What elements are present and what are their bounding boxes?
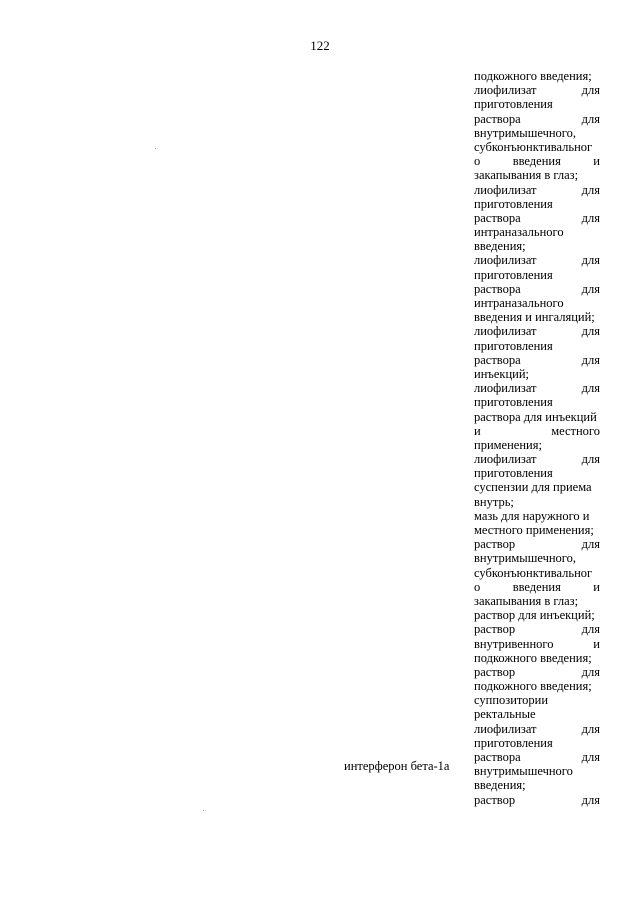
dosage-form-line [474, 69, 600, 83]
dosage-form-line [474, 395, 600, 409]
dosage-form-word: введения; [474, 778, 526, 793]
dosage-form-line [474, 495, 600, 509]
dosage-form-word: введения; [474, 239, 526, 254]
dosage-form-line [474, 211, 600, 225]
dosage-form-word: закапывания в глаз; [474, 593, 579, 608]
dosage-form-line [474, 679, 600, 693]
dosage-form-line [474, 339, 600, 353]
dosage-form-line [474, 253, 600, 267]
dosage-form-line [474, 168, 600, 182]
dosage-form-line [474, 707, 600, 721]
dosage-form-word: для [581, 622, 600, 637]
dosage-form-word: интраназального [474, 225, 564, 240]
dosage-form-word: подкожного введения; [474, 679, 592, 694]
dosage-form-line [474, 608, 600, 622]
dosage-form-word: для [581, 721, 600, 736]
dosage-form-word: о [474, 154, 481, 169]
dosage-form-line [474, 764, 600, 778]
dosage-form-line [474, 183, 600, 197]
dosage-forms-column [474, 69, 600, 807]
dosage-form-word: для [581, 664, 600, 679]
dosage-form-line [474, 353, 600, 367]
dosage-form-word: для [581, 111, 600, 126]
dosage-form-word: субконъюнктивальног [474, 565, 593, 580]
dosage-form-word: раствор [474, 537, 516, 552]
scan-speck [203, 810, 204, 811]
dosage-form-line [474, 750, 600, 764]
dosage-form-word: для [581, 210, 600, 225]
dosage-form-word: инъекций; [474, 366, 530, 381]
dosage-form-word: раствора для инъекций [474, 409, 597, 424]
dosage-form-line [474, 452, 600, 466]
dosage-form-word: суспензии для приема [474, 480, 592, 495]
dosage-form-line [474, 282, 600, 296]
dosage-form-word: приготовления [474, 97, 553, 112]
dosage-form-word: внутримышечного [474, 764, 573, 779]
dosage-form-word: субконъюнктивальног [474, 139, 593, 154]
dosage-form-word: для [581, 182, 600, 197]
dosage-form-line [474, 622, 600, 636]
dosage-form-word: раствора [474, 281, 521, 296]
dosage-form-word: раствора [474, 750, 521, 764]
dosage-form-word: раствор [474, 792, 516, 807]
scan-speck [155, 148, 156, 149]
dosage-form-line [474, 551, 600, 565]
dosage-form-word: внутримышечного, [474, 125, 576, 140]
dosage-form-word: для [581, 281, 600, 296]
dosage-form-word: для [581, 83, 600, 98]
dosage-form-word: раствор для инъекций; [474, 608, 595, 623]
dosage-form-line [474, 225, 600, 239]
dosage-form-word: для [581, 324, 600, 339]
dosage-form-line [474, 438, 600, 452]
dosage-form-word: внутрь; [474, 494, 514, 509]
dosage-form-word: закапывания в глаз; [474, 168, 579, 183]
dosage-form-line [474, 112, 600, 126]
dosage-form-line [474, 310, 600, 324]
dosage-form-line [474, 296, 600, 310]
dosage-form-line [474, 410, 600, 424]
dosage-form-word: для [581, 352, 600, 367]
dosage-form-word: применения; [474, 437, 542, 452]
dosage-form-word: приготовления [474, 338, 553, 353]
dosage-form-word: лиофилизат [474, 324, 537, 339]
dosage-form-line [474, 466, 600, 480]
dosage-form-word: лиофилизат [474, 83, 537, 98]
dosage-form-word: и [593, 154, 600, 169]
dosage-form-line [474, 736, 600, 750]
dosage-form-word: лиофилизат [474, 721, 537, 736]
dosage-form-word: и [593, 579, 600, 594]
dosage-form-word: для [581, 750, 600, 764]
dosage-form-line [474, 651, 600, 665]
dosage-form-word: для [581, 381, 600, 396]
dosage-form-word: приготовления [474, 735, 553, 750]
dosage-form-word: для [581, 537, 600, 552]
dosage-form-word: подкожного введения; [474, 650, 592, 665]
dosage-form-word: приготовления [474, 196, 553, 211]
dosage-form-line [474, 509, 600, 523]
dosage-form-word: раствор [474, 622, 516, 637]
dosage-form-line [474, 197, 600, 211]
dosage-form-line [474, 722, 600, 736]
dosage-form-line [474, 154, 600, 168]
dosage-form-word: лиофилизат [474, 182, 537, 197]
dosage-form-word: о [474, 579, 481, 594]
dosage-form-line [474, 523, 600, 537]
dosage-form-line [474, 367, 600, 381]
dosage-form-word: подкожного введения; [474, 69, 592, 83]
dosage-form-word: суппозитории [474, 693, 549, 708]
dosage-form-line [474, 424, 600, 438]
dosage-form-word: введения и ингаляций; [474, 310, 595, 325]
dosage-form-word: внутримышечного, [474, 551, 576, 566]
dosage-form-line [474, 637, 600, 651]
dosage-form-word: и [474, 423, 481, 438]
page-number: 122 [310, 38, 330, 53]
dosage-form-line [474, 594, 600, 608]
dosage-form-word: внутривенного [474, 636, 554, 651]
dosage-form-word: и [593, 636, 600, 651]
dosage-form-word: для [581, 452, 600, 467]
dosage-form-line [474, 97, 600, 111]
dosage-form-line [474, 480, 600, 494]
dosage-form-word: для [581, 792, 600, 807]
drug-name: интерферон бета-1а [344, 759, 450, 773]
dosage-form-line [474, 693, 600, 707]
dosage-form-word: интраназального [474, 296, 564, 310]
dosage-form-word: приготовления [474, 466, 553, 481]
dosage-form-word: ректальные [474, 707, 536, 722]
dosage-form-line [474, 566, 600, 580]
dosage-form-line [474, 665, 600, 679]
dosage-form-line [474, 793, 600, 807]
dosage-form-word: лиофилизат [474, 452, 537, 467]
dosage-form-line [474, 239, 600, 253]
dosage-form-line [474, 126, 600, 140]
dosage-form-word: местного применения; [474, 523, 594, 537]
dosage-form-word: мазь для наружного и [474, 508, 590, 523]
dosage-form-line [474, 778, 600, 792]
dosage-form-word: для [581, 253, 600, 268]
dosage-form-line [474, 268, 600, 282]
dosage-form-line [474, 140, 600, 154]
dosage-form-line [474, 537, 600, 551]
dosage-form-line [474, 381, 600, 395]
dosage-form-line [474, 83, 600, 97]
dosage-form-word: введения [512, 154, 561, 169]
dosage-form-word: раствора [474, 111, 521, 126]
dosage-form-word: раствора [474, 210, 521, 225]
dosage-form-word: лиофилизат [474, 253, 537, 268]
dosage-form-word: введения [512, 579, 561, 594]
dosage-form-word: приготовления [474, 395, 553, 410]
dosage-form-word: местного [551, 423, 600, 438]
dosage-form-word: лиофилизат [474, 381, 537, 396]
dosage-form-word: раствор [474, 664, 516, 679]
dosage-form-line [474, 324, 600, 338]
dosage-form-word: раствора [474, 352, 521, 367]
dosage-form-word: приготовления [474, 267, 553, 282]
dosage-form-line [474, 580, 600, 594]
